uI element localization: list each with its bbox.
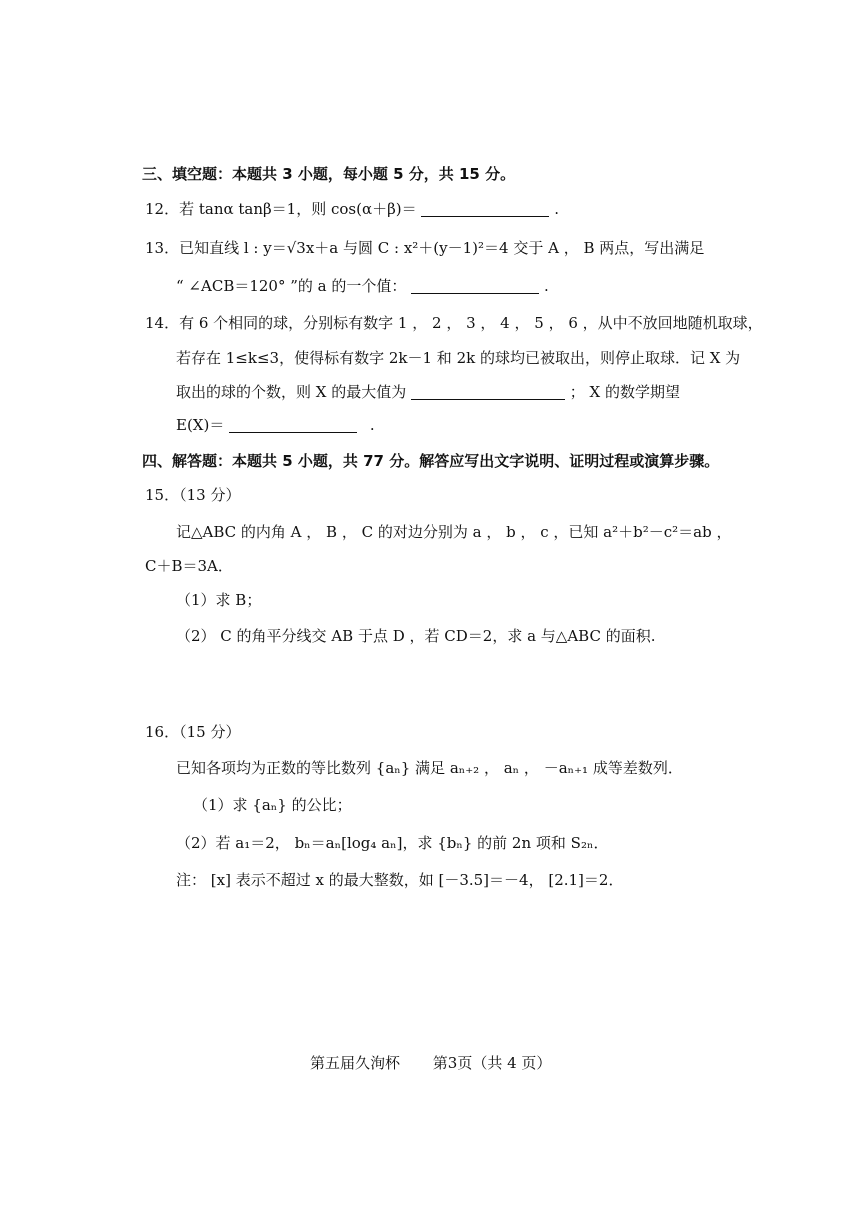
question-14-line-4 [176,415,375,435]
question-16-line-1: 已知各项均为正数的等比数列 {aₙ} 满足 aₙ₊₂ ， aₙ ， －aₙ₊₁ 成等差数列． [176,759,683,777]
answer-blank [411,383,565,400]
question-15-part-2: （2） C 的角平分线交 AB 于点 D ，若 CD＝2，求 a 与△ABC 的面积. [176,627,656,645]
answer-blank [229,416,357,433]
question-14-line-2: 若存在 1≤k≤3，使得标有数字 2k－1 和 2k 的球均已被取出，则停止取球．记 X 为 [176,349,741,367]
footer-page-number: 第3页（共 4 页） [432,1054,552,1072]
footer-title: 第五届久洵杯 [310,1054,401,1072]
answer-blank [421,200,549,217]
question-12-end: . [554,200,559,218]
question-15-line-1: 记△ABC 的内角 A ， B ， C 的对边分别为 a ， b ， c ，已知 a²＋b²－c²＝ab ， [176,523,732,541]
question-16-part-2: （2）若 a₁＝2， bₙ＝aₙ[log₄ aₙ]，求 {bₙ} 的前 2n 项和 S₂ₙ． [176,834,609,852]
question-15-number: 15．（13 分） [145,486,241,504]
question-14-line-3 [176,382,680,402]
question-16-note: 注： [x] 表示不超过 x 的最大整数，如 [－3.5]＝－4， [2.1]＝2． [176,871,624,889]
question-14-expectation-label: ； X 的数学期望 [569,383,680,401]
question-16-number: 16．（15 分） [145,723,241,741]
question-14-end: . [369,416,375,434]
answer-blank [411,277,539,294]
question-13-end: . [543,277,549,295]
question-13-line-2 [176,276,549,296]
question-13-line-1: 13．已知直线 l : y＝√3x＋a 与圆 C : x²＋(y－1)²＝4 交于 A ， B 两点，写出满足 [145,239,705,257]
question-15-part-1: （1）求 B； [176,591,262,609]
question-13-condition: “ ∠ACB＝120° ”的 a 的一个值： [176,277,407,295]
question-14-max-label: 取出的球的个数，则 X 的最大值为 [176,383,407,401]
section-4-heading: 四、解答题：本题共 5 小题，共 77 分。解答应写出文字说明、证明过程或演算步骤。 [142,452,720,470]
question-14-line-1: 14．有 6 个相同的球，分别标有数字 1 ， 2 ， 3 ， 4 ， 5 ， 6 ，从中不放回地随机取球， [145,314,763,332]
section-3-heading: 三、填空题：本题共 3 小题，每小题 5 分，共 15 分。 [142,165,516,183]
question-12 [145,199,559,219]
question-15-line-2: C＋B＝3A． [145,557,233,575]
question-14-ex-label: E(X)＝ [176,416,225,434]
page-footer [310,1052,551,1073]
question-16-part-1: （1）求 {aₙ} 的公比； [193,796,352,814]
question-12-text: 12．若 tanα tanβ＝1，则 cos(α＋β)＝ [145,200,417,218]
